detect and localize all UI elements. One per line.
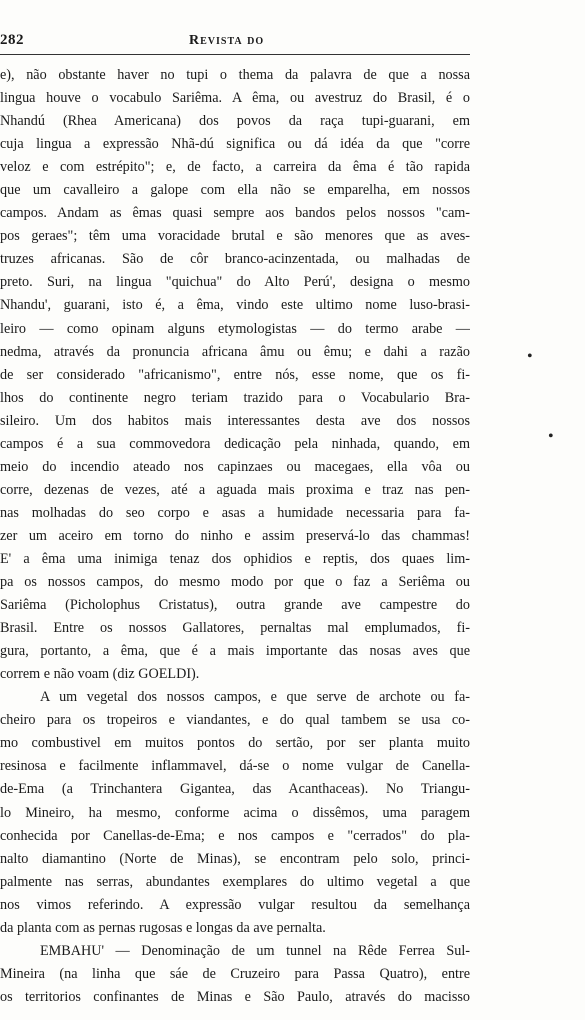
text-line: campos é a sua commovedora dedicação pela ninhada, quando, em — [0, 435, 470, 452]
text-line: meio do incendio ateado nos capinzaes ou macegaes, ella vôa ou — [0, 458, 470, 475]
text-line: correm e não voam (diz GOELDI). — [0, 666, 200, 683]
text-line: resinosa e facilmente inflammavel, dá-se o nome vulgar de Canella- — [0, 758, 470, 775]
text-line: Nhandú (Rhea Americana) dos povos da raça tupi-guarani, em — [0, 113, 470, 130]
text-line: campos. Andam as êmas quasi sempre aos bandos pelos nossos "cam- — [0, 205, 470, 222]
text-line: palmente nas serras, abundantes exemplares do ultimo vegetal a que — [0, 873, 470, 890]
text-line: Nhandu', guarani, isto é, a êma, vindo este ultimo nome luso-brasi- — [0, 297, 470, 314]
text-line: sileiro. Um dos habitos mais interessantes desta ave dos nossos — [0, 412, 470, 429]
text-line: pos geraes"; têm uma voracidade brutal e são menores que as aves- — [0, 228, 470, 245]
running-head: Revista do — [189, 33, 265, 48]
text-line: lingua houve o vocabulo Sariêma. A êma, ou avestruz do Brasil, é o — [0, 90, 470, 107]
text-line: veloz e com estrépito"; e, de facto, a carreira da êma é tão rapida — [0, 159, 470, 176]
text-line: leiro — como opinam alguns etymologistas — do termo arabe — — [0, 320, 470, 337]
margin-mark: • — [527, 348, 533, 365]
paragraph-start: A um vegetal dos nossos campos, e que serve de archote ou fa- — [40, 689, 470, 706]
text-line: que um cavalleiro a galope com ella não se emparelha, em nossos — [0, 182, 470, 199]
text-line: os territorios confinantes de Minas e São Paulo, através do macisso — [0, 988, 470, 1005]
text-line: E' a êma uma inimiga tenaz dos ophidios e reptis, dos quaes lim- — [0, 550, 470, 567]
text-line: preto. Suri, na lingua "quichua" do Alto Perú', designa o mesmo — [0, 274, 470, 291]
page-number: 282 — [0, 32, 24, 48]
text-line: zer um aceiro em torno do ninho e assim preservá-lo das chammas! — [0, 527, 470, 544]
text-line: da planta com as pernas rugosas e longas da ave pernalta. — [0, 919, 326, 936]
text-line: Mineira (na linha que sáe de Cruzeiro para Passa Quatro), entre — [0, 965, 470, 982]
text-line: nas molhadas do seo corpo e asas a humidade necessaria para fa- — [0, 504, 470, 521]
text-line: pa os nossos campos, do mesmo modo por que o faz a Seriêma ou — [0, 574, 470, 591]
text-line: de ser considerado "africanismo", entre nós, esse nome, que os fi- — [0, 366, 470, 383]
text-line: lhos do continente negro teriam trazido para o Vocabulario Bra- — [0, 389, 470, 406]
text-line: Brasil. Entre os nossos Gallatores, pernaltas mal emplumados, fi- — [0, 620, 470, 637]
paragraph-start: EMBAHU' — Denominação de um tunnel na Rêde Ferrea Sul- — [40, 942, 470, 959]
text-line: cheiro para os tropeiros e viandantes, e do qual tambem se usa co- — [0, 712, 470, 729]
text-line: nalto diamantino (Norte de Minas), se encontram pelo solo, princi- — [0, 850, 470, 867]
text-line: nos vimos referindo. A expressão vulgar resultou da semelhança — [0, 896, 470, 913]
text-line: de-Ema (a Trinchantera Gigantea, das Acanthaceas). No Triangu- — [0, 781, 470, 798]
text-line: mo combustivel em muitos pontos do sertão, por ser planta muito — [0, 735, 470, 752]
text-line: nedma, através da pronuncia africana âmu ou êmu; e dahi a razão — [0, 343, 470, 360]
page-header — [0, 28, 470, 55]
text-line: corre, dezenas de vezes, até a aguada mais proxima e traz nas pen- — [0, 481, 470, 498]
margin-mark: • — [548, 428, 554, 445]
body-text — [0, 64, 470, 1009]
text-line: truzes africanas. São de côr branco-acinzentada, ou malhadas de — [0, 251, 470, 268]
text-line: e), não obstante haver no tupi o thema da palavra de que a nossa — [0, 67, 470, 83]
text-line: lo Mineiro, ha mesmo, conforme acima o dissêmos, uma paragem — [0, 804, 470, 821]
text-line: cuja lingua a expressão Nhã-dú significa ou dá idéa da que "corre — [0, 136, 470, 153]
text-line: Sariêma (Picholophus Cristatus), outra grande ave campestre do — [0, 597, 470, 614]
text-line: conhecida por Canellas-de-Ema; e nos campos e "cerrados" do pla- — [0, 827, 470, 844]
text-line: gura, portanto, a êma, que é a mais importante das nosas aves que — [0, 643, 470, 660]
